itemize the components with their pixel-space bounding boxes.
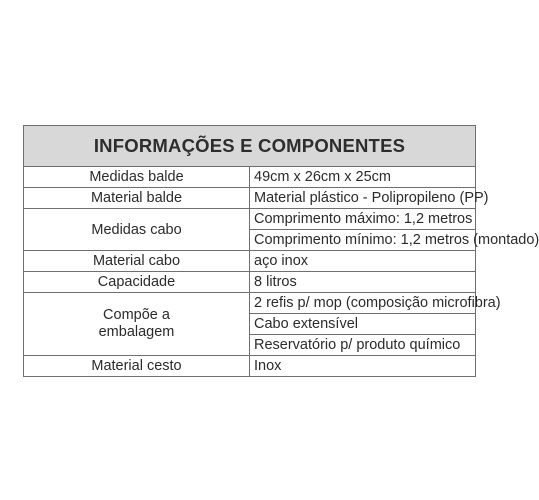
row-value-comprimento-maximo: Comprimento máximo: 1,2 metros	[250, 209, 476, 230]
row-label-material-cabo: Material cabo	[24, 251, 250, 272]
row-value-reservatorio: Reservatório p/ produto químico	[250, 335, 476, 356]
table-row	[24, 251, 476, 272]
table-row	[24, 188, 476, 209]
label-line-compoe: Compõe a	[103, 307, 170, 323]
row-value-cabo-extensivel: Cabo extensível	[250, 314, 476, 335]
row-label-material-cesto: Material cesto	[24, 356, 250, 377]
row-label-medidas-cabo: Medidas cabo	[24, 209, 250, 251]
row-value-capacidade: 8 litros	[250, 272, 476, 293]
row-label-compoe-embalagem	[24, 293, 250, 356]
table-header-row	[24, 126, 476, 167]
table-row	[24, 209, 476, 230]
row-value-material-cesto: Inox	[250, 356, 476, 377]
label-line-embalagem: embalagem	[98, 324, 175, 340]
table-row	[24, 293, 476, 314]
row-value-medidas-balde: 49cm x 26cm x 25cm	[250, 167, 476, 188]
table-row	[24, 167, 476, 188]
row-value-refis-mop: 2 refis p/ mop (composição microfibra)	[250, 293, 476, 314]
row-label-capacidade: Capacidade	[24, 272, 250, 293]
table-title: INFORMAÇÕES E COMPONENTES	[24, 126, 476, 167]
row-label-medidas-balde: Medidas balde	[24, 167, 250, 188]
table-row	[24, 272, 476, 293]
row-value-comprimento-minimo: Comprimento mínimo: 1,2 metros (montado)	[250, 230, 476, 251]
row-label-material-balde: Material balde	[24, 188, 250, 209]
specifications-table	[23, 125, 539, 377]
table-row	[24, 356, 476, 377]
row-value-material-cabo: aço inox	[250, 251, 476, 272]
row-value-material-balde: Material plástico - Polipropileno (PP)	[250, 188, 476, 209]
